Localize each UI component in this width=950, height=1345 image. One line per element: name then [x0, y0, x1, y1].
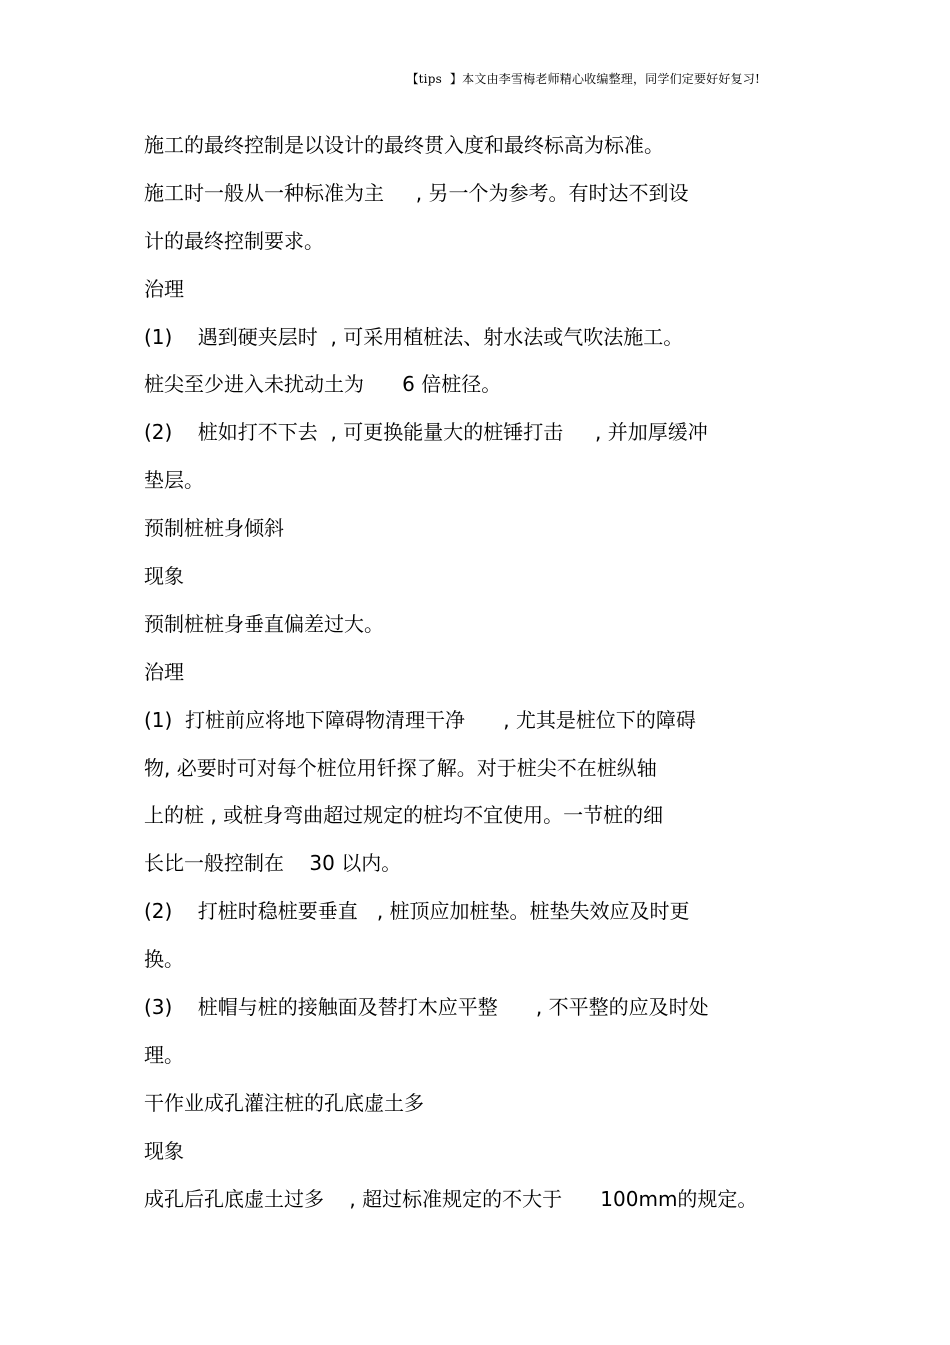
text-line: (1) 遇到硬夹层时 , 可采用植桩法、射水法或气吹法施工。	[144, 324, 684, 349]
section-heading: 现象	[144, 1138, 184, 1163]
section-heading: 现象	[144, 564, 184, 589]
section-heading: 治理	[144, 659, 184, 684]
section-heading: 干作业成孔灌注桩的孔底虚土多	[144, 1090, 424, 1115]
document-body	[144, 128, 844, 1229]
text-line: 施工时一般从一种标准为主 , 另一个为参考。有时达不到设	[144, 180, 689, 205]
section-heading: 预制桩桩身倾斜	[144, 516, 284, 541]
text-line: 计的最终控制要求。	[144, 228, 324, 253]
text-line: 上的桩 , 或桩身弯曲超过规定的桩均不宜使用。一节桩的细	[144, 803, 664, 828]
header-tip-note: 【tips 】本文由李雪梅老师精心收编整理，同学们定要好好复习!	[406, 72, 760, 86]
text-line: 施工的最终控制是以设计的最终贯入度和最终标高为标准。	[144, 133, 664, 157]
text-line: 预制桩桩身垂直偏差过大。	[144, 611, 384, 636]
text-line: 垫层。	[144, 468, 204, 493]
section-heading: 治理	[144, 276, 184, 301]
text-line: 长比一般控制在 30 以内。	[144, 851, 402, 876]
text-line: (2) 打桩时稳桩要垂直 , 桩顶应加桩垫。桩垫失效应及时更	[144, 899, 690, 924]
text-line: (2) 桩如打不下去 , 可更换能量大的桩锤打击 , 并加厚缓冲	[144, 420, 708, 445]
text-line: (3) 桩帽与桩的接触面及替打木应平整 , 不平整的应及时处	[144, 995, 709, 1020]
text-line: 成孔后孔底虚土过多 , 超过标准规定的不大于 100mm的规定。	[144, 1186, 758, 1211]
text-line: 换。	[144, 947, 184, 972]
text-line: (1) 打桩前应将地下障碍物清理干净 , 尤其是桩位下的障碍	[144, 707, 696, 732]
text-line: 物, 必要时可对每个桩位用钎探了解。对于桩尖不在桩纵轴	[144, 755, 657, 780]
text-line: 理。	[144, 1042, 184, 1067]
text-line: 桩尖至少进入未扰动土为 6 倍桩径。	[144, 372, 502, 397]
